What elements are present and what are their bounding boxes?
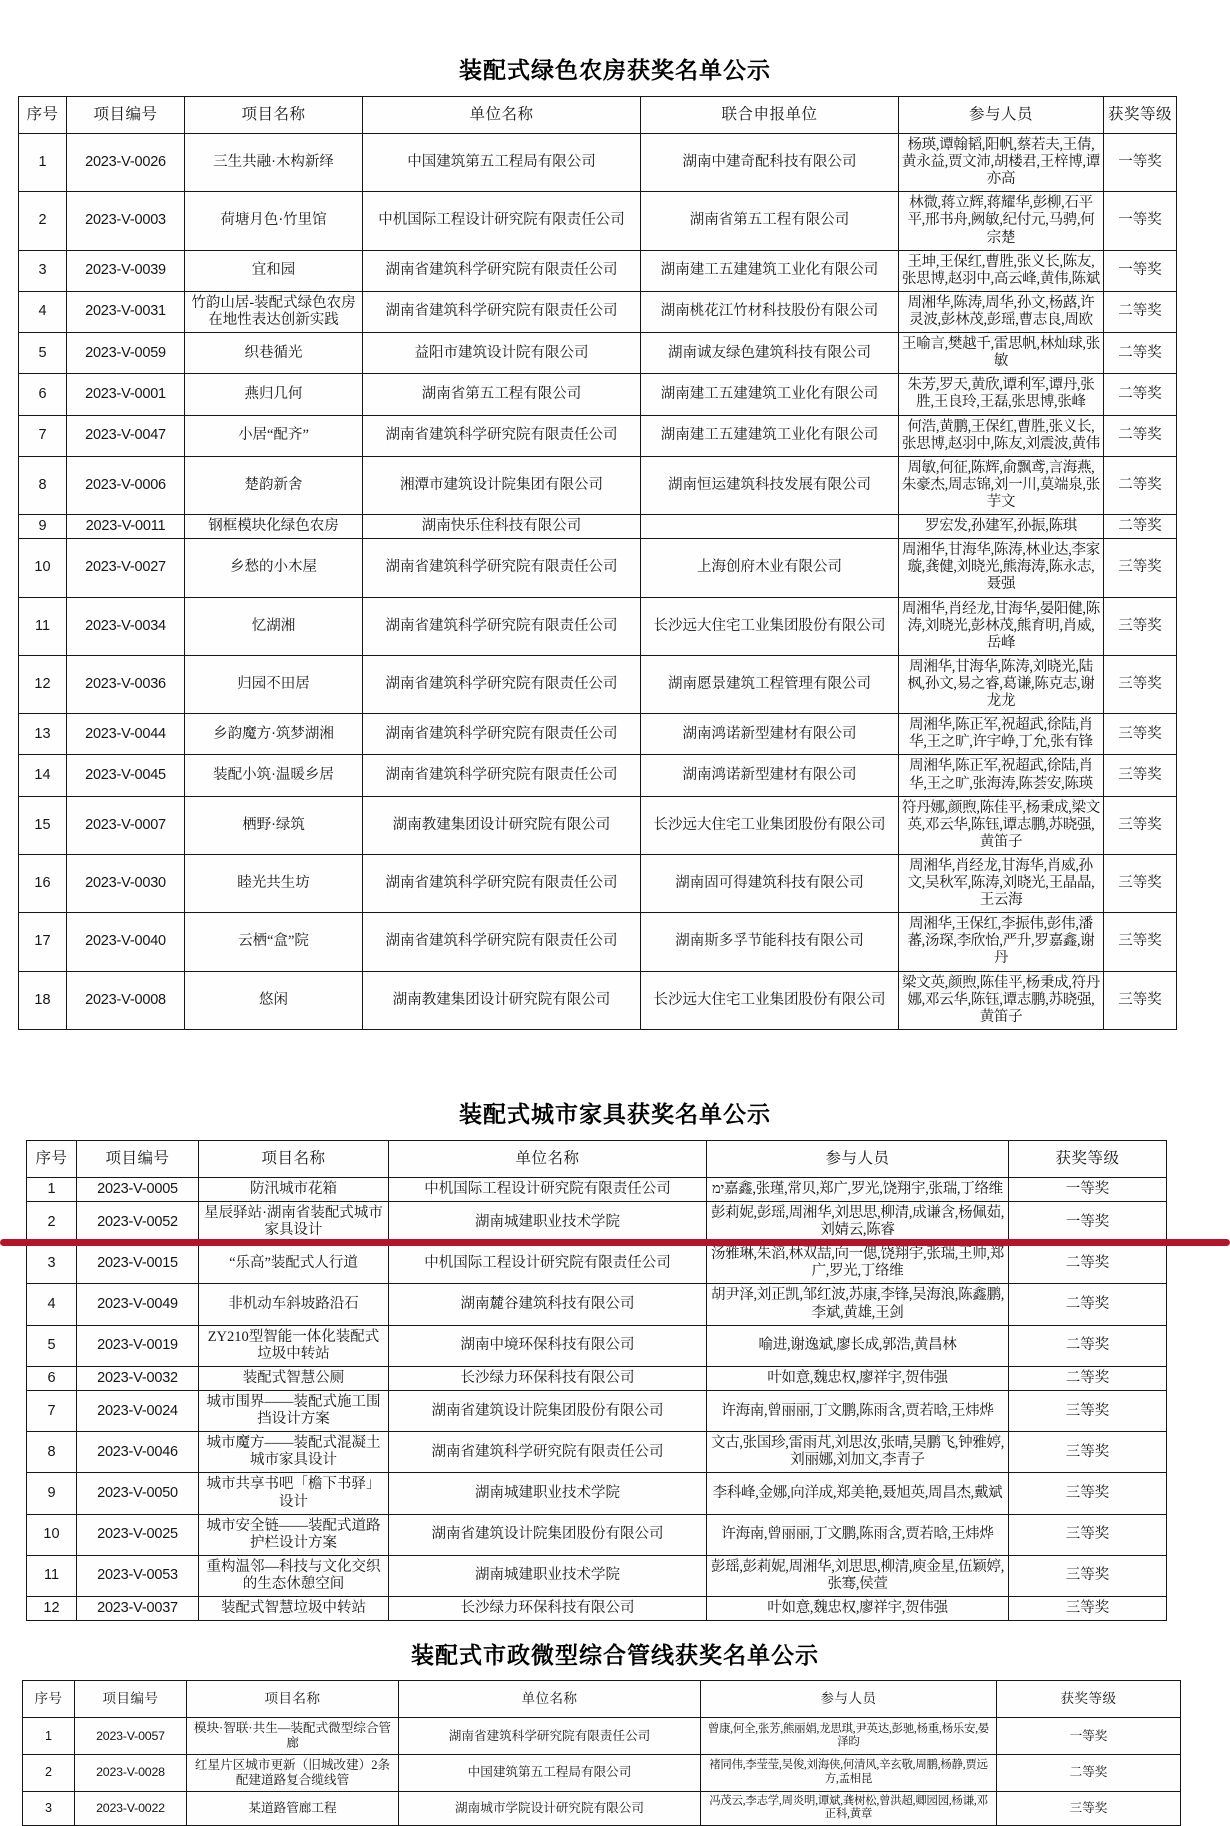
cell-seq: 13 [19,714,67,755]
column-header-people: 参与人员 [701,1681,997,1718]
cell-people: 周湘华,王保红,李振伟,彭伟,潘蕃,汤琛,李欣怡,严升,罗嘉鑫,谢丹 [899,913,1104,971]
table-row [19,374,1177,415]
cell-unit: 湖南省建筑科学研究院有限责任公司 [363,755,641,796]
column-header-grade: 获奖等级 [1009,1140,1167,1177]
cell-seq: 9 [27,1473,77,1514]
cell-name: 重构温邻—科技与文化交织的生态休憩空间 [199,1555,389,1596]
cell-seq: 2 [19,192,67,250]
cell-code: 2023-V-0030 [67,854,185,912]
cell-unit: 湖南城建职业技术学院 [389,1202,707,1243]
cell-code: 2023-V-0027 [67,539,185,597]
cell-people: 何浩,黄鹏,王保红,曹胜,张义长,张思博,赵羽中,陈友,刘震波,黄伟 [899,415,1104,456]
cell-code: 2023-V-0011 [67,515,185,539]
table-row [19,456,1177,514]
cell-name: 城市魔方——装配式混凝土城市家具设计 [199,1432,389,1473]
cell-grade: 二等奖 [1009,1284,1167,1325]
cell-name: 睦光共生坊 [185,854,363,912]
cell-unit: 湖南省建筑科学研究院有限责任公司 [363,854,641,912]
cell-seq: 5 [27,1325,77,1366]
cell-code: 2023-V-0053 [77,1555,199,1596]
cell-seq: 16 [19,854,67,912]
cell-people: 冯茂云,李志学,周炎明,谭斌,龚树松,曾洪超,卿园园,杨谦,邓正科,黄章 [701,1791,997,1825]
cell-seq: 7 [19,415,67,456]
section-title-urban-furniture: 装配式城市家具获奖名单公示 [459,1100,771,1127]
cell-seq: 1 [23,1718,75,1755]
cell-grade: 三等奖 [1104,539,1177,597]
cell-name: 模块·智联·共生—装配式微型综合管廊 [187,1718,399,1755]
table-row [19,250,1177,291]
cell-people: 文古,张国珍,雷雨芃,刘思汝,张晴,吴鹏飞,钟雅婷,刘丽娜,刘加文,李青子 [707,1432,1009,1473]
table-row [19,333,1177,374]
cell-code: 2023-V-0046 [77,1432,199,1473]
cell-grade: 一等奖 [1104,134,1177,192]
column-header-name: 项目名称 [185,97,363,134]
table-row [23,1754,1181,1791]
cell-code: 2023-V-0026 [67,134,185,192]
column-header-seq: 序号 [19,97,67,134]
cell-code: 2023-V-0052 [77,1202,199,1243]
column-header-name: 项目名称 [187,1681,399,1718]
cell-name: 红星片区城市更新（旧城改建）2条配建道路复合缆线管 [187,1754,399,1791]
cell-unit: 长沙绿力环保科技有限公司 [389,1366,707,1390]
cell-code: 2023-V-0036 [67,655,185,713]
table-row [27,1366,1167,1390]
cell-joint-unit: 湖南桃花江竹材科技股份有限公司 [641,291,899,332]
cell-people: 罗宏发,孙建军,孙振,陈琪 [899,515,1104,539]
cell-unit: 湖南教建集团设计研究院有限公司 [363,971,641,1029]
cell-name: 城市安全链——装配式道路护栏设计方案 [199,1514,389,1555]
cell-grade: 三等奖 [1009,1432,1167,1473]
cell-joint-unit: 湖南斯多孚节能科技有限公司 [641,913,899,971]
column-header-code: 项目编号 [75,1681,187,1718]
cell-code: 2023-V-0059 [67,333,185,374]
cell-name: 装配式智慧垃圾中转站 [199,1597,389,1621]
cell-unit: 湖南省建筑科学研究院有限责任公司 [363,655,641,713]
awards-table-municipal-pipeline [22,1680,1181,1825]
cell-grade: 三等奖 [1009,1555,1167,1596]
column-header-code: 项目编号 [67,97,185,134]
cell-unit: 湖南省建筑科学研究院有限责任公司 [363,539,641,597]
cell-unit: 湖南城建职业技术学院 [389,1555,707,1596]
cell-unit: 湖南省建筑设计院集团股份有限公司 [389,1391,707,1432]
cell-name: 织巷循光 [185,333,363,374]
cell-joint-unit: 湖南愿景建筑工程管理有限公司 [641,655,899,713]
cell-people: 胡尹泽,刘正凯,邹红波,苏康,李锋,吴海浪,陈鑫鹏,李斌,黄雄,王剑 [707,1284,1009,1325]
cell-name: 乡愁的小木屋 [185,539,363,597]
table-row [23,1791,1181,1825]
table-row [19,134,1177,192]
table-row [19,854,1177,912]
cell-seq: 3 [27,1243,77,1284]
cell-name: 竹韵山居-装配式绿色农房在地性表达创新实践 [185,291,363,332]
cell-unit: 中机国际工程设计研究院有限责任公司 [363,192,641,250]
cell-grade: 一等奖 [1104,192,1177,250]
cell-code: 2023-V-0040 [67,913,185,971]
table-row [19,755,1177,796]
awards-table-green-rural-housing [18,96,1177,1030]
table-row [19,971,1177,1029]
cell-people: 许海南,曾丽丽,丁文鹏,陈雨含,贾若晗,王炜烨 [707,1391,1009,1432]
column-header-grade: 获奖等级 [1104,97,1177,134]
cell-name: 栖野·绿筑 [185,796,363,854]
cell-code: 2023-V-0003 [67,192,185,250]
cell-people: ימ嘉鑫,张瑾,常贝,郑广,罗光,饶翔宇,张瑞,丁络维 [707,1177,1009,1201]
cell-seq: 11 [19,597,67,655]
cell-seq: 12 [27,1597,77,1621]
cell-joint-unit: 湖南建工五建建筑工业化有限公司 [641,250,899,291]
cell-unit: 湖南教建集团设计研究院有限公司 [363,796,641,854]
cell-name: 非机动车斜坡路沿石 [199,1284,389,1325]
cell-name: 忆湖湘 [185,597,363,655]
cell-seq: 8 [27,1432,77,1473]
cell-name: 悠闲 [185,971,363,1029]
cell-people: 李科峰,金娜,向洋成,郑美艳,聂旭英,周昌杰,戴斌 [707,1473,1009,1514]
section-title-green-rural-housing: 装配式绿色农房获奖名单公示 [459,57,771,83]
cell-name: 荷塘月色·竹里馆 [185,192,363,250]
cell-seq: 3 [23,1791,75,1825]
cell-grade: 三等奖 [1104,796,1177,854]
cell-code: 2023-V-0047 [67,415,185,456]
cell-grade: 一等奖 [1009,1202,1167,1243]
cell-grade: 一等奖 [997,1718,1181,1755]
cell-grade: 二等奖 [1009,1366,1167,1390]
table-row [27,1432,1167,1473]
cell-unit: 湖南省建筑科学研究院有限责任公司 [363,250,641,291]
cell-seq: 4 [27,1284,77,1325]
cell-joint-unit: 湖南建工五建建筑工业化有限公司 [641,374,899,415]
cell-unit: 中国建筑第五工程局有限公司 [363,134,641,192]
cell-unit: 湖南省建筑科学研究院有限责任公司 [363,714,641,755]
cell-code: 2023-V-0045 [67,755,185,796]
cell-joint-unit: 长沙远大住宅工业集团股份有限公司 [641,796,899,854]
cell-name: 城市共享书吧「檐下书驿」设计 [199,1473,389,1514]
cell-unit: 湖南快乐住科技有限公司 [363,515,641,539]
cell-grade: 二等奖 [1104,515,1177,539]
cell-unit: 湖南省建筑科学研究院有限责任公司 [363,913,641,971]
cell-unit: 湖南省建筑科学研究院有限责任公司 [363,291,641,332]
table-row [27,1555,1167,1596]
cell-joint-unit [641,515,899,539]
cell-joint-unit: 湖南中建奇配科技有限公司 [641,134,899,192]
cell-people: 王坤,王保红,曹胜,张义长,陈友,张思博,赵羽中,高云峰,黄伟,陈斌 [899,250,1104,291]
table-row [19,539,1177,597]
cell-name: ZY210型智能一体化装配式垃圾中转站 [199,1325,389,1366]
awards-table-urban-furniture [26,1140,1167,1621]
cell-grade: 二等奖 [1009,1325,1167,1366]
cell-code: 2023-V-0032 [77,1366,199,1390]
cell-code: 2023-V-0019 [77,1325,199,1366]
cell-people: 叶如意,魏忠权,廖祥宇,贺伟强 [707,1366,1009,1390]
cell-people: 周湘华,肖经龙,甘海华,晏阳健,陈涛,刘晓光,彭林茂,熊育明,肖威,岳峰 [899,597,1104,655]
cell-people: 汤雅琳,朱滔,林双喆,向一偲,饶翔宇,张瑞,王帅,郑广,罗光,丁络维 [707,1243,1009,1284]
cell-people: 朱芳,罗天,黄欣,谭利军,谭丹,张胜,王良玲,王磊,张思博,张峰 [899,374,1104,415]
cell-name: 星辰驿站·湖南省装配式城市家具设计 [199,1202,389,1243]
cell-seq: 17 [19,913,67,971]
cell-grade: 二等奖 [1104,374,1177,415]
cell-name: 小居“配齐” [185,415,363,456]
cell-people: 叶如意,魏忠权,廖祥宇,贺伟强 [707,1597,1009,1621]
table-row [27,1284,1167,1325]
cell-unit: 湖南省建筑科学研究院有限责任公司 [363,415,641,456]
cell-people: 喻进,谢逸斌,廖长成,郭浩,黄昌林 [707,1325,1009,1366]
table-row [19,515,1177,539]
cell-grade: 三等奖 [1009,1473,1167,1514]
cell-grade: 三等奖 [1009,1514,1167,1555]
cell-code: 2023-V-0028 [75,1754,187,1791]
column-header-people: 参与人员 [899,97,1104,134]
cell-code: 2023-V-0005 [77,1177,199,1201]
cell-name: 钢框模块化绿色农房 [185,515,363,539]
cell-name: 某道路管廊工程 [187,1791,399,1825]
cell-people: 周湘华,陈涛,周华,孙文,杨蕗,许灵波,彭林茂,彭瑶,曹志良,周欧 [899,291,1104,332]
cell-people: 彭莉妮,彭瑶,周湘华,刘思思,柳清,成谦含,杨佩茹,刘婧云,陈睿 [707,1202,1009,1243]
cell-code: 2023-V-0008 [67,971,185,1029]
table-row [27,1202,1167,1243]
cell-unit: 湖南省第五工程有限公司 [363,374,641,415]
cell-seq: 10 [19,539,67,597]
cell-people: 周湘华,陈正军,祝超武,徐陆,肖华,王之旷,张海涛,陈荟安,陈瑛 [899,755,1104,796]
cell-people: 褚同伟,李莹莹,吴俊,刘海侠,何清风,辛玄敬,周鹏,杨静,贾远方,孟相昆 [701,1754,997,1791]
cell-people: 符丹娜,颜煦,陈佳平,杨秉成,梁文英,邓云华,陈钰,谭志鹏,苏晓强,黄笛子 [899,796,1104,854]
section-title-municipal-pipeline: 装配式市政微型综合管线获奖名单公示 [411,1642,819,1669]
cell-code: 2023-V-0049 [77,1284,199,1325]
cell-seq: 18 [19,971,67,1029]
cell-code: 2023-V-0034 [67,597,185,655]
cell-grade: 二等奖 [1104,415,1177,456]
cell-people: 周敏,何征,陈辉,俞飘鸢,言海燕,朱豪杰,周志锦,刘一川,莫端泉,张芋文 [899,456,1104,514]
cell-unit: 益阳市建筑设计院有限公司 [363,333,641,374]
cell-name: 宜和园 [185,250,363,291]
cell-grade: 三等奖 [1104,655,1177,713]
cell-grade: 三等奖 [1104,755,1177,796]
column-header-name: 项目名称 [199,1140,389,1177]
cell-unit: 湖南省建筑科学研究院有限责任公司 [389,1432,707,1473]
cell-code: 2023-V-0007 [67,796,185,854]
cell-name: 装配式智慧公厕 [199,1366,389,1390]
table-row [27,1473,1167,1514]
table-row [27,1243,1167,1284]
cell-code: 2023-V-0001 [67,374,185,415]
column-header-unit: 单位名称 [399,1681,701,1718]
cell-name: “乐高”装配式人行道 [199,1243,389,1284]
cell-seq: 2 [27,1202,77,1243]
cell-code: 2023-V-0022 [75,1791,187,1825]
cell-joint-unit: 长沙远大住宅工业集团股份有限公司 [641,971,899,1029]
cell-grade: 三等奖 [1104,714,1177,755]
cell-seq: 6 [27,1366,77,1390]
table-row [19,291,1177,332]
cell-joint-unit: 湖南鸿诺新型建材有限公司 [641,755,899,796]
cell-unit: 湖南省建筑设计院集团股份有限公司 [389,1514,707,1555]
cell-unit: 湘潭市建筑设计院集团有限公司 [363,456,641,514]
column-header-code: 项目编号 [77,1140,199,1177]
table-row [19,597,1177,655]
cell-seq: 11 [27,1555,77,1596]
table-row [19,192,1177,250]
cell-seq: 2 [23,1754,75,1791]
cell-people: 曾康,何全,张芳,熊丽娟,龙思琪,尹英达,彭驰,杨重,杨乐安,晏泽昀 [701,1718,997,1755]
column-header-people: 参与人员 [707,1140,1009,1177]
cell-joint-unit: 湖南省第五工程有限公司 [641,192,899,250]
table-row [19,796,1177,854]
cell-name: 三生共融·木构新绎 [185,134,363,192]
cell-seq: 5 [19,333,67,374]
cell-people: 王喻言,樊越千,雷思帆,林灿球,张敏 [899,333,1104,374]
table-row [19,913,1177,971]
column-header-grade: 获奖等级 [997,1681,1181,1718]
cell-seq: 15 [19,796,67,854]
cell-joint-unit: 上海创府木业有限公司 [641,539,899,597]
cell-name: 楚韵新舍 [185,456,363,514]
cell-unit: 中机国际工程设计研究院有限责任公司 [389,1177,707,1201]
cell-code: 2023-V-0039 [67,250,185,291]
table-header-row [27,1140,1167,1177]
cell-seq: 6 [19,374,67,415]
cell-name: 乡韵魔方·筑梦湖湘 [185,714,363,755]
cell-unit: 湖南麓谷建筑科技有限公司 [389,1284,707,1325]
cell-name: 装配小筑·温暖乡居 [185,755,363,796]
cell-grade: 二等奖 [1009,1243,1167,1284]
cell-unit: 湖南中境环保科技有限公司 [389,1325,707,1366]
cell-people: 周湘华,甘海华,陈涛,林业达,李家璇,龚健,刘晓光,熊海涛,陈永志,聂强 [899,539,1104,597]
cell-joint-unit: 湖南固可得建筑科技有限公司 [641,854,899,912]
cell-people: 梁文英,颜煦,陈佳平,杨秉成,符丹娜,邓云华,陈钰,谭志鹏,苏晓强,黄笛子 [899,971,1104,1029]
cell-seq: 4 [19,291,67,332]
cell-grade: 三等奖 [1009,1391,1167,1432]
cell-grade: 一等奖 [1009,1177,1167,1201]
cell-people: 周湘华,肖经龙,甘海华,肖威,孙文,吴秋军,陈涛,刘晓光,王晶晶,王云海 [899,854,1104,912]
cell-unit: 中国建筑第五工程局有限公司 [399,1754,701,1791]
cell-unit: 中机国际工程设计研究院有限责任公司 [389,1243,707,1284]
column-header-unit: 单位名称 [363,97,641,134]
column-header-unit: 单位名称 [389,1140,707,1177]
cell-grade: 二等奖 [997,1754,1181,1791]
cell-seq: 8 [19,456,67,514]
cell-name: 云栖“盒”院 [185,913,363,971]
cell-code: 2023-V-0015 [77,1243,199,1284]
cell-grade: 三等奖 [1009,1597,1167,1621]
column-header-seq: 序号 [23,1681,75,1718]
cell-grade: 三等奖 [1104,854,1177,912]
cell-seq: 1 [19,134,67,192]
cell-code: 2023-V-0050 [77,1473,199,1514]
table-row [27,1177,1167,1201]
cell-seq: 3 [19,250,67,291]
table-row [27,1325,1167,1366]
cell-code: 2023-V-0025 [77,1514,199,1555]
cell-unit: 湖南省建筑科学研究院有限责任公司 [363,597,641,655]
table-header-row [23,1681,1181,1718]
table-row [27,1391,1167,1432]
cell-code: 2023-V-0024 [77,1391,199,1432]
cell-unit: 湖南城建职业技术学院 [389,1473,707,1514]
cell-code: 2023-V-0037 [77,1597,199,1621]
table-row [27,1597,1167,1621]
cell-name: 归园不田居 [185,655,363,713]
cell-seq: 12 [19,655,67,713]
cell-people: 周湘华,陈正军,祝超武,徐陆,肖华,王之旷,许宇峥,丁允,张有锋 [899,714,1104,755]
column-header-seq: 序号 [27,1140,77,1177]
table-header-row [19,97,1177,134]
cell-name: 燕归几何 [185,374,363,415]
cell-grade: 二等奖 [1104,333,1177,374]
cell-seq: 9 [19,515,67,539]
table-row [27,1514,1167,1555]
cell-code: 2023-V-0031 [67,291,185,332]
cell-name: 防汛城市花箱 [199,1177,389,1201]
cell-grade: 三等奖 [997,1791,1181,1825]
cell-joint-unit: 湖南诚友绿色建筑科技有限公司 [641,333,899,374]
cell-grade: 二等奖 [1104,291,1177,332]
cell-joint-unit: 长沙远大住宅工业集团股份有限公司 [641,597,899,655]
cell-seq: 1 [27,1177,77,1201]
cell-grade: 三等奖 [1104,971,1177,1029]
cell-unit: 湖南城市学院设计研究院有限公司 [399,1791,701,1825]
cell-joint-unit: 湖南建工五建建筑工业化有限公司 [641,415,899,456]
cell-seq: 14 [19,755,67,796]
table-row [23,1718,1181,1755]
table-row [19,655,1177,713]
cell-unit: 长沙绿力环保科技有限公司 [389,1597,707,1621]
cell-seq: 10 [27,1514,77,1555]
cell-unit: 湖南省建筑科学研究院有限责任公司 [399,1718,701,1755]
cell-people: 杨瑛,谭翰韬,阳帆,蔡若夫,王倩,黄永益,贾文沛,胡楼君,王梓博,谭亦高 [899,134,1104,192]
cell-code: 2023-V-0006 [67,456,185,514]
cell-seq: 7 [27,1391,77,1432]
cell-grade: 三等奖 [1104,597,1177,655]
cell-name: 城市围界——装配式施工围挡设计方案 [199,1391,389,1432]
cell-people: 彭瑶,彭莉妮,周湘华,刘思思,柳清,庾金星,伍颖婷,张骞,侯萱 [707,1555,1009,1596]
cell-grade: 三等奖 [1104,913,1177,971]
cell-people: 许海南,曾丽丽,丁文鹏,陈雨含,贾若晗,王炜烨 [707,1514,1009,1555]
cell-code: 2023-V-0044 [67,714,185,755]
cell-joint-unit: 湖南鸿诺新型建材有限公司 [641,714,899,755]
cell-people: 林微,蒋立辉,蒋耀华,彭柳,石平平,邢书舟,阙敏,纪付元,马骋,何宗楚 [899,192,1104,250]
cell-code: 2023-V-0057 [75,1718,187,1755]
cell-joint-unit: 湖南恒运建筑科技发展有限公司 [641,456,899,514]
cell-people: 周湘华,甘海华,陈涛,刘晓光,陆枫,孙文,易之睿,葛谦,陈克志,谢龙龙 [899,655,1104,713]
table-row [19,415,1177,456]
table-row [19,714,1177,755]
column-header-joint: 联合申报单位 [641,97,899,134]
cell-grade: 二等奖 [1104,456,1177,514]
cell-grade: 一等奖 [1104,250,1177,291]
